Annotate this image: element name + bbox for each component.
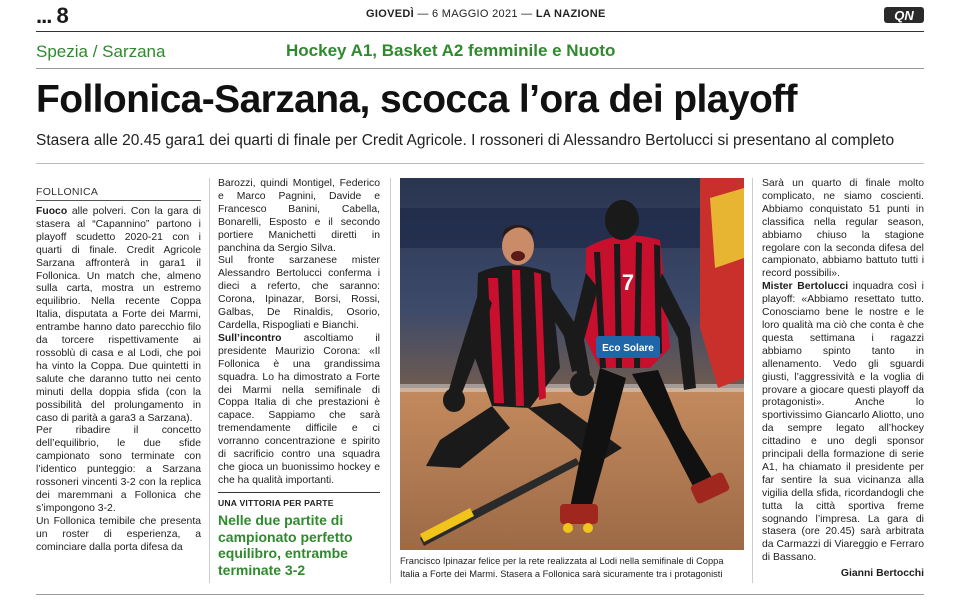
dateline-paper: LA NAZIONE xyxy=(535,8,606,20)
article-column-2 xyxy=(218,178,380,488)
qn-logo-text: QN xyxy=(894,8,914,23)
hockey-players-image xyxy=(400,178,744,550)
article-column-3 xyxy=(762,178,924,581)
paragraph xyxy=(762,281,924,565)
kicker: Hockey A1, Basket A2 femminile e Nuoto xyxy=(286,41,616,60)
article-column-1 xyxy=(36,206,201,554)
paragraph xyxy=(218,333,380,488)
paragraph-text: ascoltiamo il presidente Maurizio Corona: «Il Follonica è una grandissima squadra. Lo ha dimostrato a Forte dei Marmi nella semifinale di Coppa Italia di che prestazioni è capace. Sappiamo che sarà tremendamente difficile e ci vorranno concentrazione e spirito di sacrificio contro una squadra che gioca un buonissimo hockey e che ha qualità importanti. xyxy=(218,332,380,486)
dateline xyxy=(366,8,606,20)
subheadline: Stasera alle 20.45 gara1 dei quarti di finale per Credit Agricole. I rossoneri di Alessandro Bertolucci si presentano al completo xyxy=(36,132,895,149)
box-highlight: Nelle due partite di campionato perfetto equilibro, entrambe terminate 3-2 xyxy=(218,512,353,578)
column-divider xyxy=(209,178,210,583)
location-rule xyxy=(36,200,201,201)
page-header xyxy=(0,0,960,30)
paragraph: Per ribadire il concetto dell’equilibrio, le due sfide campionato sono terminate con l’identico punteggio: a Sarzana rossoneri vincenti 3-2 con la replica dei maremmani a Follonica che s’impongono 3-2. xyxy=(36,425,201,514)
column-divider xyxy=(390,178,391,583)
column-divider xyxy=(752,178,753,583)
jersey-number: 7 xyxy=(621,270,635,295)
headline: Follonica-Sarzana, scocca l’ora dei playoff xyxy=(36,78,797,121)
qn-logo-icon xyxy=(884,5,924,25)
box-label: UNA VITTORIA PER PARTE xyxy=(218,498,334,508)
subheadline-rule xyxy=(36,163,924,164)
paragraph xyxy=(36,206,201,425)
section-rule xyxy=(36,68,924,69)
header-rule xyxy=(36,31,924,32)
paragraph-text: inquadra così i playoff: «Abbiamo resettato tutto. Conosciamo bene le nostre e le loro qualità ma ciò che conta è che questa settimana i ragazzi abbiamo spinto tanto in allenamento. Vedo gli sguardi giusti, l’aggressività e la voglia di provare a giocare questi playoff da protagonisti». Anche lo sportivissimo Giancarlo Aliotto, uno da sempre legato all’hockey cittadino e uno degli sponsor principali della formazione di serie A1, ha chiamato il presidente per far sentire la sua vicinanza alla vigilia della sfida, ricordandogli che tutta la città sportiva freme sognando l’impresa. La gara di stasera (ore 20.45) sarà arbitrata da Carmazzi di Viareggio e Ferraro di Bassano. xyxy=(762,281,924,564)
location-label: FOLLONICA xyxy=(36,186,99,198)
paragraph: Un Follonica temibile che presenta un roster di esperienza, a cominciare dalla porta difesa da xyxy=(36,515,201,553)
page-number: ... 8 xyxy=(36,3,68,28)
dateline-date: — 6 MAGGIO 2021 — xyxy=(417,8,533,20)
lead-phrase: Sull’incontro xyxy=(218,332,282,344)
lead-phrase: Mister Bertolucci xyxy=(762,281,849,293)
author-signature: Gianni Bertocchi xyxy=(840,568,924,580)
lead-word: Fuoco xyxy=(36,206,68,217)
box-rule xyxy=(218,492,380,493)
paragraph: Sul fronte sarzanese mister Alessandro Bertolucci conferma i dieci a referto, che saranno: Corona, Ipinazar, Borsi, Rossi, Galbas, De Rinaldis, Osorio, Cardella, Rispogliati e Bianchi. xyxy=(218,255,380,331)
sponsor-text: Eco Solare xyxy=(602,343,654,354)
article-photo xyxy=(400,178,744,550)
photo-caption: Francisco Ipinazar felice per la rete realizzata al Lodi nella semifinale di Coppa Italia a Forte dei Marmi. Stasera a Follonica sarà sicuramente tra i protagonisti xyxy=(400,556,724,579)
section-label: Spezia / Sarzana xyxy=(36,42,166,61)
paragraph-text: alle polveri. Con la gara di stasera al “Capannino” partono i playoff scudetto 2020-21 con i quarti di finale. Credit Agricole Sarzana affronterà in gara1 il Follonica. Un match che, almeno sulla carta, mostra un estremo equilibrio. Nella recente Coppa Italia, disputata a Forte dei Marmi, entrambe hanno dato parecchio filo da torcere rispettivamente ai rossoblù di casa e al Lodi, che poi ha vinto la Coppa. Due quintetti in salute che daranno tutto nei cento minuti della doppia sfida (con la possibilità del prolungamento in caso di parità a gara3 a Sarzana). xyxy=(36,206,201,424)
paragraph: Barozzi, quindi Montigel, Federico e Marco Pagnini, Davide e Francesco Banini, Cabella, Bonarelli, Esposto e il secondo portiere Manichetti diretti in panchina da Sergio Silva. xyxy=(218,178,380,254)
paragraph: Sarà un quarto di finale molto complicato, ne siamo coscienti. Abbiamo conquistato 51 punti in classifica nella regular season, abbiamo chiuso la stagione regolare con la seconda difesa del campionato, abbiamo battuto tutti i record possibili». xyxy=(762,178,924,280)
footer-rule xyxy=(36,594,924,595)
dateline-day: GIOVEDÌ xyxy=(366,8,414,20)
